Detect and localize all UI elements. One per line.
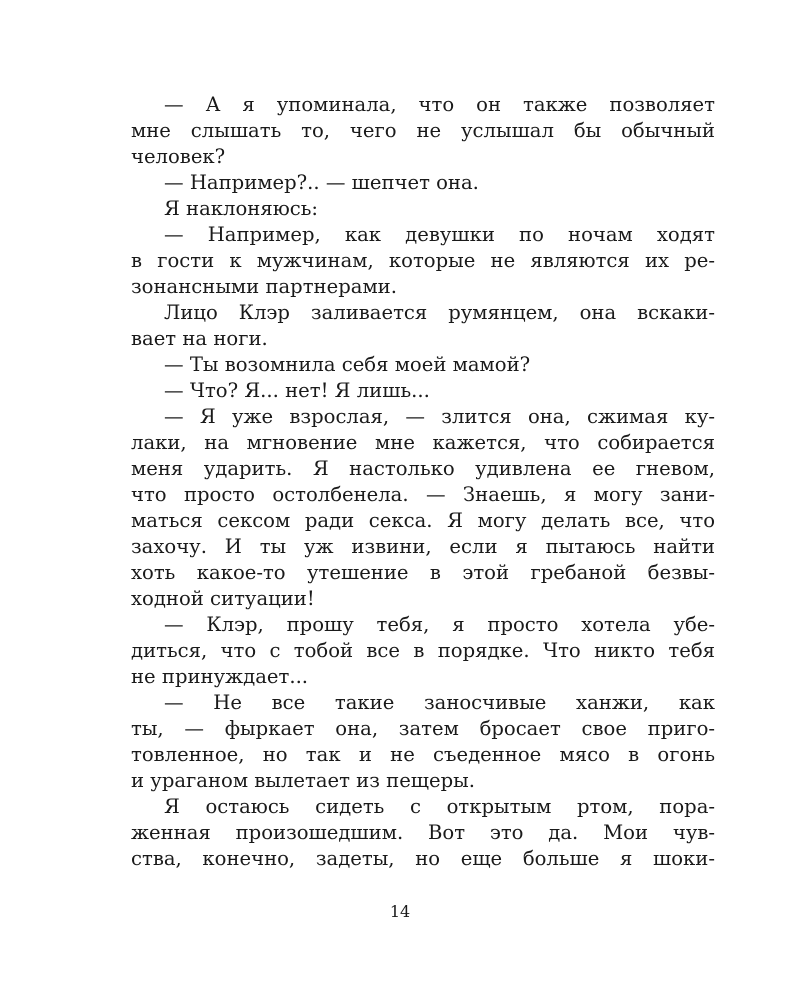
text-line: женная произошедшим. Вот это да. Мои чув- [131, 821, 715, 844]
text-line: человек? [131, 145, 226, 168]
text-line: — Ты возомнила себя моей мамой? [164, 353, 531, 376]
text-line: меня ударить. Я настолько удивлена ее гневом, [131, 457, 715, 480]
text-line: ходной ситуации! [131, 587, 315, 610]
paragraph [131, 378, 715, 404]
text-line: — Клэр, прошу тебя, я просто хотела убе- [164, 613, 715, 636]
text-line: хоть какое-то утешение в этой гребаной безвы- [131, 561, 715, 584]
text-line: мне слышать то, чего не услышал бы обычный [131, 119, 715, 142]
paragraph [131, 690, 715, 794]
body-text [131, 92, 715, 872]
text-line: вает на ноги. [131, 327, 268, 350]
text-line: Лицо Клэр заливается румянцем, она вскаки- [164, 301, 715, 324]
text-line: ства, конечно, задеты, но еще больше я шоки- [131, 847, 715, 870]
text-line: диться, что с тобой все в порядке. Что никто тебя [131, 639, 715, 662]
paragraph [131, 196, 715, 222]
paragraph [131, 404, 715, 612]
paragraph [131, 222, 715, 300]
text-line: Я наклоняюсь: [164, 197, 319, 220]
text-line: — Что? Я... нет! Я лишь... [164, 379, 430, 402]
text-line: — А я упоминала, что он также позволяет [164, 93, 715, 116]
text-line: товленное, но так и не съеденное мясо в огонь [131, 743, 715, 766]
text-line: зонансными партнерами. [131, 275, 397, 298]
page-number: 14 [389, 902, 411, 921]
text-line: что просто остолбенела. — Знаешь, я могу зани- [131, 483, 715, 506]
text-line: ты, — фыркает она, затем бросает свое приго- [131, 717, 715, 740]
text-line: маться сексом ради секса. Я могу делать все, что [131, 509, 715, 532]
text-line: — Не все такие заносчивые ханжи, как [164, 691, 715, 714]
paragraph [131, 92, 715, 170]
paragraph [131, 352, 715, 378]
text-line: — Я уже взрослая, — злится она, сжимая ку- [164, 405, 715, 428]
paragraph [131, 794, 715, 872]
paragraph [131, 612, 715, 690]
text-line: и ураганом вылетает из пещеры. [131, 769, 475, 792]
text-line: не принуждает... [131, 665, 309, 688]
text-line: Я остаюсь сидеть с открытым ртом, пора- [164, 795, 715, 818]
paragraph [131, 170, 715, 196]
text-line: захочу. И ты уж извини, если я пытаюсь найти [131, 535, 715, 558]
text-line: в гости к мужчинам, которые не являются их ре- [131, 249, 715, 272]
text-line: — Например?.. — шепчет она. [164, 171, 479, 194]
text-line: лаки, на мгновение мне кажется, что собирается [131, 431, 715, 454]
paragraph [131, 300, 715, 352]
text-line: — Например, как девушки по ночам ходят [164, 223, 715, 246]
